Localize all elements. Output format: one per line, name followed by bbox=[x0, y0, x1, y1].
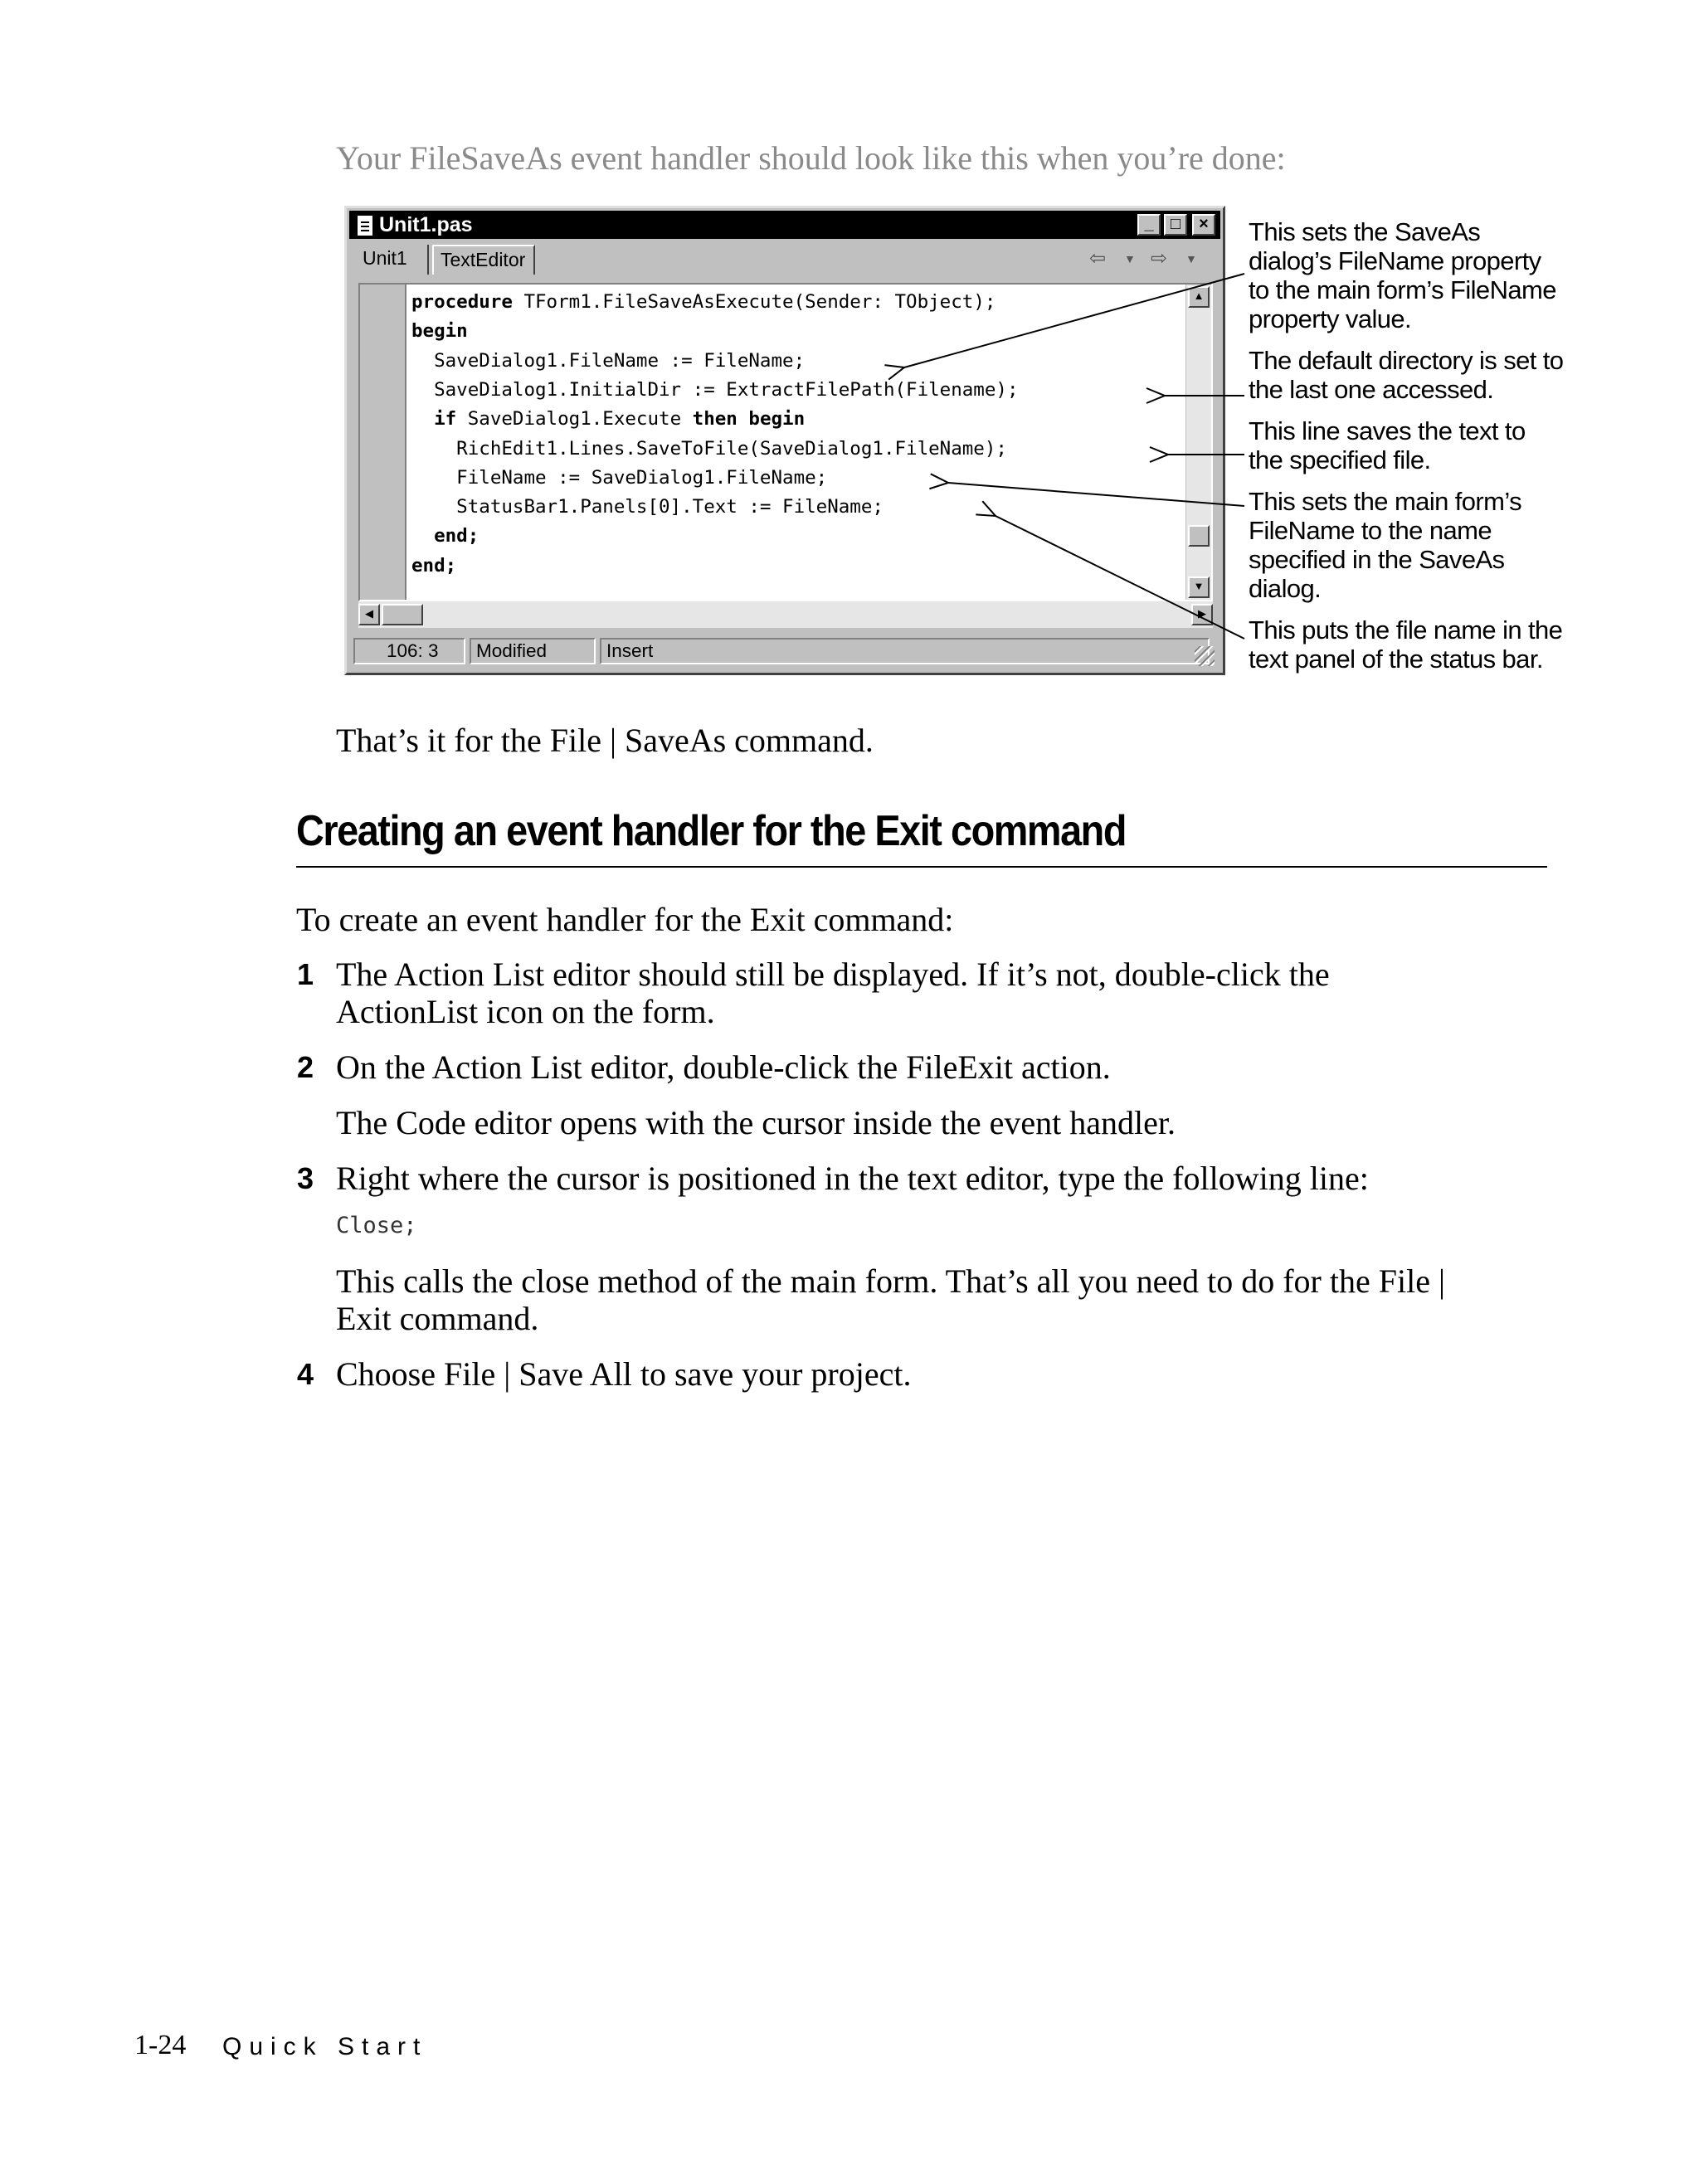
code-keyword: begin bbox=[411, 320, 468, 343]
scroll-up-icon[interactable]: ▲ bbox=[1188, 286, 1210, 308]
code-text: FileName := SaveDialog1.FileName; bbox=[411, 466, 828, 489]
code-text: RichEdit1.Lines.SaveToFile(SaveDialog1.FileName); bbox=[411, 437, 1007, 460]
code-line bbox=[411, 350, 805, 372]
code-keyword: if bbox=[434, 408, 457, 430]
step-3-note-line-1: This calls the close method of the main form. That’s all you need to do for the File | bbox=[336, 1262, 1445, 1300]
editor-tabs bbox=[349, 241, 1220, 276]
step-1-line-1: The Action List editor should still be displayed. If it’s not, double-click the bbox=[336, 956, 1330, 993]
code-text: SaveDialog1.InitialDir := ExtractFilePath(Filename); bbox=[411, 378, 1019, 401]
code-keyword: then begin bbox=[692, 408, 806, 430]
code-text: SaveDialog1.FileName := FileName; bbox=[411, 349, 806, 372]
scroll-right-icon[interactable]: ▶ bbox=[1191, 604, 1213, 625]
code-keyword: procedure bbox=[411, 291, 513, 313]
code-line bbox=[411, 438, 1007, 460]
heading-rule bbox=[296, 866, 1547, 868]
chevron-down-icon[interactable]: ▼ bbox=[1185, 252, 1197, 265]
page-number: 1-24 bbox=[134, 2030, 187, 2060]
code-line bbox=[411, 467, 827, 489]
close-button[interactable]: × bbox=[1192, 214, 1215, 236]
hscroll-thumb[interactable] bbox=[382, 604, 423, 625]
code-area[interactable] bbox=[358, 283, 1213, 601]
step-1-line-2: ActionList icon on the form. bbox=[336, 993, 715, 1030]
cursor-position: 106: 3 bbox=[353, 638, 465, 664]
code-keyword: end; bbox=[434, 525, 480, 547]
step-3-note-line-2: Exit command. bbox=[336, 1300, 539, 1337]
code-line bbox=[411, 555, 456, 576]
code-editor-window bbox=[344, 206, 1225, 675]
vertical-scrollbar[interactable] bbox=[1185, 285, 1211, 600]
code-text: TForm1.FileSaveAsExecute(Sender: TObject); bbox=[512, 291, 996, 313]
callout-filename-property: This sets the SaveAs dialog’s FileName property to the main form’s FileName property value. bbox=[1249, 217, 1556, 333]
code-line bbox=[411, 496, 884, 518]
step-2-text: On the Action List editor, double-click the FileExit action. bbox=[336, 1048, 1111, 1086]
code-line bbox=[411, 525, 479, 547]
step-3-text: Right where the cursor is positioned in the text editor, type the following line: bbox=[336, 1160, 1369, 1197]
step-number: 2 bbox=[297, 1050, 314, 1084]
navigation-buttons bbox=[1081, 245, 1214, 273]
code-keyword: end; bbox=[411, 554, 457, 576]
scroll-thumb[interactable] bbox=[1188, 525, 1210, 547]
figure-intro: Your FileSaveAs event handler should look like this when you’re done: bbox=[336, 139, 1286, 177]
scroll-left-icon[interactable]: ◀ bbox=[358, 604, 380, 625]
code-line bbox=[411, 379, 1019, 401]
callout-status-bar: This puts the file name in the text panel of the status bar. bbox=[1249, 615, 1563, 674]
chevron-down-icon[interactable]: ▼ bbox=[1124, 252, 1136, 265]
code-text: SaveDialog1.Execute bbox=[456, 408, 693, 430]
code-text bbox=[411, 408, 434, 430]
tab-unit1[interactable]: Unit1 bbox=[356, 245, 429, 275]
step-4-text: Choose File | Save All to save your project. bbox=[336, 1355, 912, 1393]
insert-mode: Insert bbox=[600, 638, 1210, 664]
back-arrow-icon[interactable]: ⇦ bbox=[1089, 247, 1107, 270]
callout-default-directory: The default directory is set to the last one accessed. bbox=[1249, 346, 1564, 404]
window-title: Unit1.pas bbox=[379, 213, 473, 236]
code-text: StatusBar1.Panels[0].Text := FileName; bbox=[411, 496, 884, 518]
minimize-button[interactable]: _ bbox=[1137, 214, 1161, 236]
callout-main-form-filename: This sets the main form’s FileName to the name specified in the SaveAs dialog. bbox=[1249, 487, 1521, 603]
footer-title: Quick Start bbox=[222, 2033, 428, 2060]
callout-save-text: This line saves the text to the specified file. bbox=[1249, 416, 1526, 474]
modified-status: Modified bbox=[470, 638, 596, 664]
step-2-note: The Code editor opens with the cursor inside the event handler. bbox=[336, 1104, 1176, 1141]
tab-texteditor[interactable]: TextEditor bbox=[432, 245, 535, 275]
horizontal-scrollbar[interactable] bbox=[358, 601, 1213, 628]
section-heading: Creating an event handler for the Exit command bbox=[296, 807, 1126, 855]
scroll-down-icon[interactable]: ▼ bbox=[1188, 576, 1210, 598]
code-line bbox=[411, 320, 468, 342]
code-snippet: Close; bbox=[336, 1213, 417, 1238]
lead-paragraph: To create an event handler for the Exit command: bbox=[296, 901, 954, 938]
step-number: 3 bbox=[297, 1161, 314, 1195]
code-line bbox=[411, 291, 996, 313]
forward-arrow-icon[interactable]: ⇨ bbox=[1151, 247, 1168, 270]
code-line bbox=[411, 408, 805, 430]
step-number: 4 bbox=[297, 1357, 314, 1391]
code-text bbox=[411, 525, 434, 547]
maximize-button[interactable]: □ bbox=[1164, 214, 1187, 236]
editor-gutter bbox=[360, 285, 406, 600]
document-icon bbox=[358, 216, 372, 236]
saveas-conclusion: That’s it for the File | SaveAs command. bbox=[336, 722, 874, 759]
resize-grip-icon[interactable] bbox=[1195, 646, 1215, 666]
step-number: 1 bbox=[297, 957, 314, 991]
window-titlebar bbox=[349, 211, 1220, 239]
editor-statusbar bbox=[353, 636, 1216, 668]
